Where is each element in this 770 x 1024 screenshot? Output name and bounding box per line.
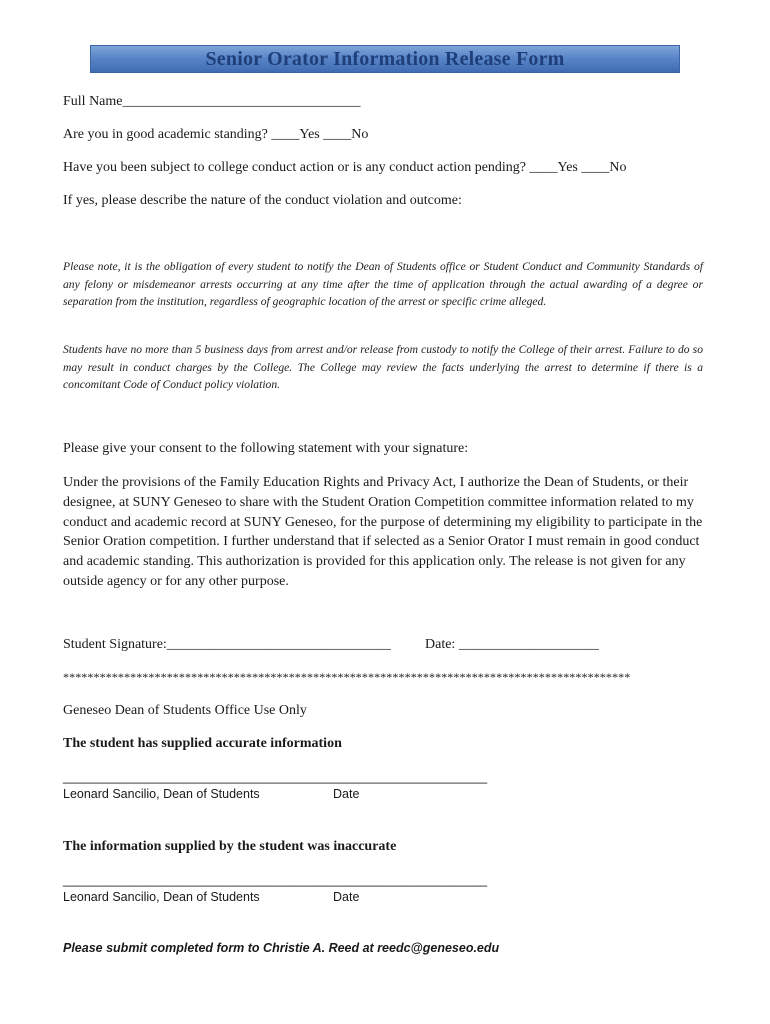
student-signature-field[interactable]: Student Signature:________________________________ (63, 637, 391, 652)
office-use-heading: Geneseo Dean of Students Office Use Only (63, 703, 307, 718)
accurate-info-heading: The student has supplied accurate information (63, 736, 342, 751)
describe-violation-prompt: If yes, please describe the nature of the conduct violation and outcome: (63, 193, 462, 208)
academic-standing-question[interactable]: Are you in good academic standing? ____Yes ____No (63, 127, 369, 142)
inaccurate-info-heading: The information supplied by the student was inaccurate (63, 839, 397, 854)
title-banner (90, 45, 680, 73)
inaccurate-dean-name: Leonard Sancilio, Dean of Students (63, 890, 260, 904)
inaccurate-signature-line[interactable]: _____________________________________________________________ (63, 873, 488, 887)
submission-instructions: Please submit completed form to Christie A. Reed at reedc@geneseo.edu (63, 941, 500, 955)
deadline-note: Students have no more than 5 business days from arrest and/or release from custody to notify the College of their arrest. Failure to do so may result in conduct charges by the College. The College may review the facts underlying the arrest to determine if there is a concomitant Code of Conduct policy violation. (63, 343, 703, 391)
accurate-signature-line[interactable]: _____________________________________________________________ (63, 770, 488, 784)
accurate-date-label: Date (333, 787, 360, 801)
inaccurate-date-label: Date (333, 890, 360, 904)
consent-intro: Please give your consent to the following statement with your signature: (63, 441, 469, 456)
obligation-note: Please note, it is the obligation of every student to notify the Dean of Students office or Student Conduct and Community Standards of any felony or misdemeanor arrests occurring at any time after the time of application through the actual awarding of a degree or separation from the institution, regardless of geographic location of the arrest or specific crime alleged. (63, 260, 703, 308)
conduct-action-question[interactable]: Have you been subject to college conduct action or is any conduct action pending? ____Yes ____No (63, 160, 627, 175)
ferpa-statement: Under the provisions of the Family Education Rights and Privacy Act, I authorize the Dean of Students, or their designee, at SUNY Geneseo to share with the Student Oration Competition committee information related to my conduct and academic record at SUNY Geneseo, for the purpose of determining my eligibility to participate in the Senior Oration competition. I further understand that if selected as a Senior Orator I must remain in good conduct and academic standing. This authorization is provided for this application only. The release is not given for any outside agency or for any other purpose. (63, 475, 703, 589)
accurate-dean-name: Leonard Sancilio, Dean of Students (63, 787, 260, 801)
form-title: Senior Orator Information Release Form (205, 47, 565, 70)
full-name-field[interactable]: Full Name__________________________________ (63, 94, 361, 109)
signature-date-field[interactable]: Date: ____________________ (425, 637, 599, 652)
divider-line: ********************************************************************************************* (63, 670, 631, 684)
